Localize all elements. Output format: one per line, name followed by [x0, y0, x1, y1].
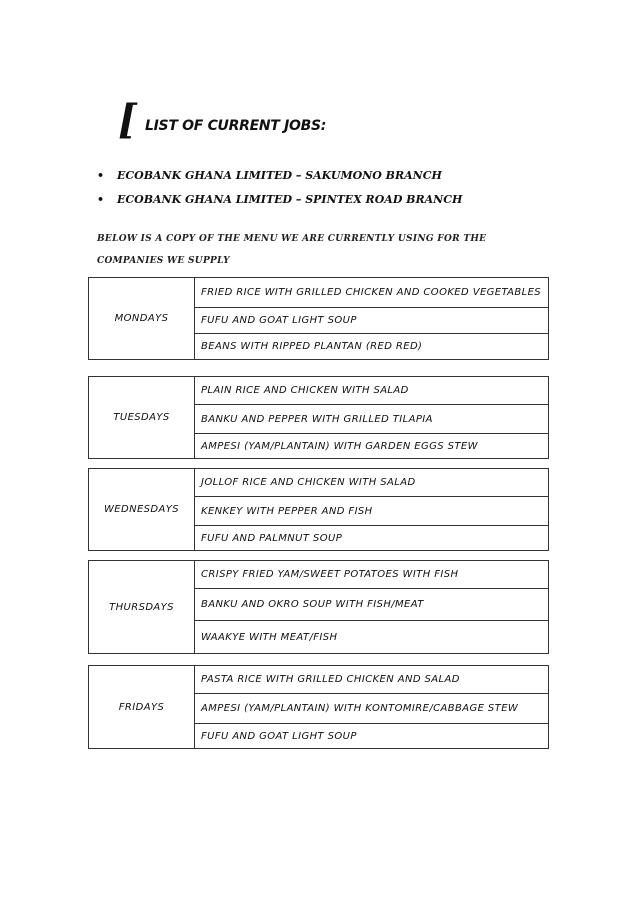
meal-cell: FUFU AND GOAT LIGHT SOUP [195, 308, 549, 334]
meal-cell: JOLLOF RICE AND CHICKEN WITH SALAD [195, 469, 549, 497]
meal-cell: AMPESI (YAM/PLANTAIN) WITH KONTOMIRE/CABBAGE STEW [195, 694, 549, 724]
job-label: ECOBANK GHANA LIMITED – SPINTEX ROAD BRANCH [117, 193, 463, 206]
bullet-icon: • [97, 169, 105, 182]
table-row [89, 561, 549, 589]
meal-cell: WAAKYE WITH MEAT/FISH [195, 621, 549, 654]
current-jobs-list [97, 169, 462, 217]
table-row [89, 469, 549, 497]
meal-cell: PASTA RICE WITH GRILLED CHICKEN AND SALAD [195, 666, 549, 694]
job-label: ECOBANK GHANA LIMITED – SAKUMONO BRANCH [117, 169, 442, 182]
menu-intro-text: BELOW IS A COPY OF THE MENU WE ARE CURRENTLY USING FOR THE COMPANIES WE SUPPLY [97, 234, 487, 266]
table-row [89, 666, 549, 694]
menu-table-thursday [88, 560, 549, 654]
meal-cell: BEANS WITH RIPPED PLANTAN (RED RED) [195, 334, 549, 360]
day-cell: MONDAYS [89, 278, 195, 360]
meal-cell: FUFU AND GOAT LIGHT SOUP [195, 724, 549, 749]
meal-cell: CRISPY FRIED YAM/SWEET POTATOES WITH FISH [195, 561, 549, 589]
meal-cell: BANKU AND OKRO SOUP WITH FISH/MEAT [195, 589, 549, 621]
table-row [89, 377, 549, 405]
meal-cell: KENKEY WITH PEPPER AND FISH [195, 497, 549, 526]
day-cell: THURSDAYS [89, 561, 195, 654]
meal-cell: AMPESI (YAM/PLANTAIN) WITH GARDEN EGGS STEW [195, 434, 549, 459]
meal-cell: PLAIN RICE AND CHICKEN WITH SALAD [195, 377, 549, 405]
meal-cell: BANKU AND PEPPER WITH GRILLED TILAPIA [195, 405, 549, 434]
heading-bracket: [ [118, 96, 137, 143]
list-item [97, 193, 462, 217]
menu-table-monday [88, 277, 549, 360]
heading-title: LIST OF CURRENT JOBS: [145, 118, 327, 134]
bullet-icon: • [97, 193, 105, 206]
menu-table-wednesday [88, 468, 549, 551]
menu-table-tuesday [88, 376, 549, 459]
day-cell: WEDNESDAYS [89, 469, 195, 551]
menu-table-friday [88, 665, 549, 749]
meal-cell: FUFU AND PALMNUT SOUP [195, 526, 549, 551]
day-cell: FRIDAYS [89, 666, 195, 749]
day-cell: TUESDAYS [89, 377, 195, 459]
list-item [97, 169, 462, 193]
meal-cell: FRIED RICE WITH GRILLED CHICKEN AND COOKED VEGETABLES [195, 278, 549, 308]
table-row [89, 278, 549, 308]
